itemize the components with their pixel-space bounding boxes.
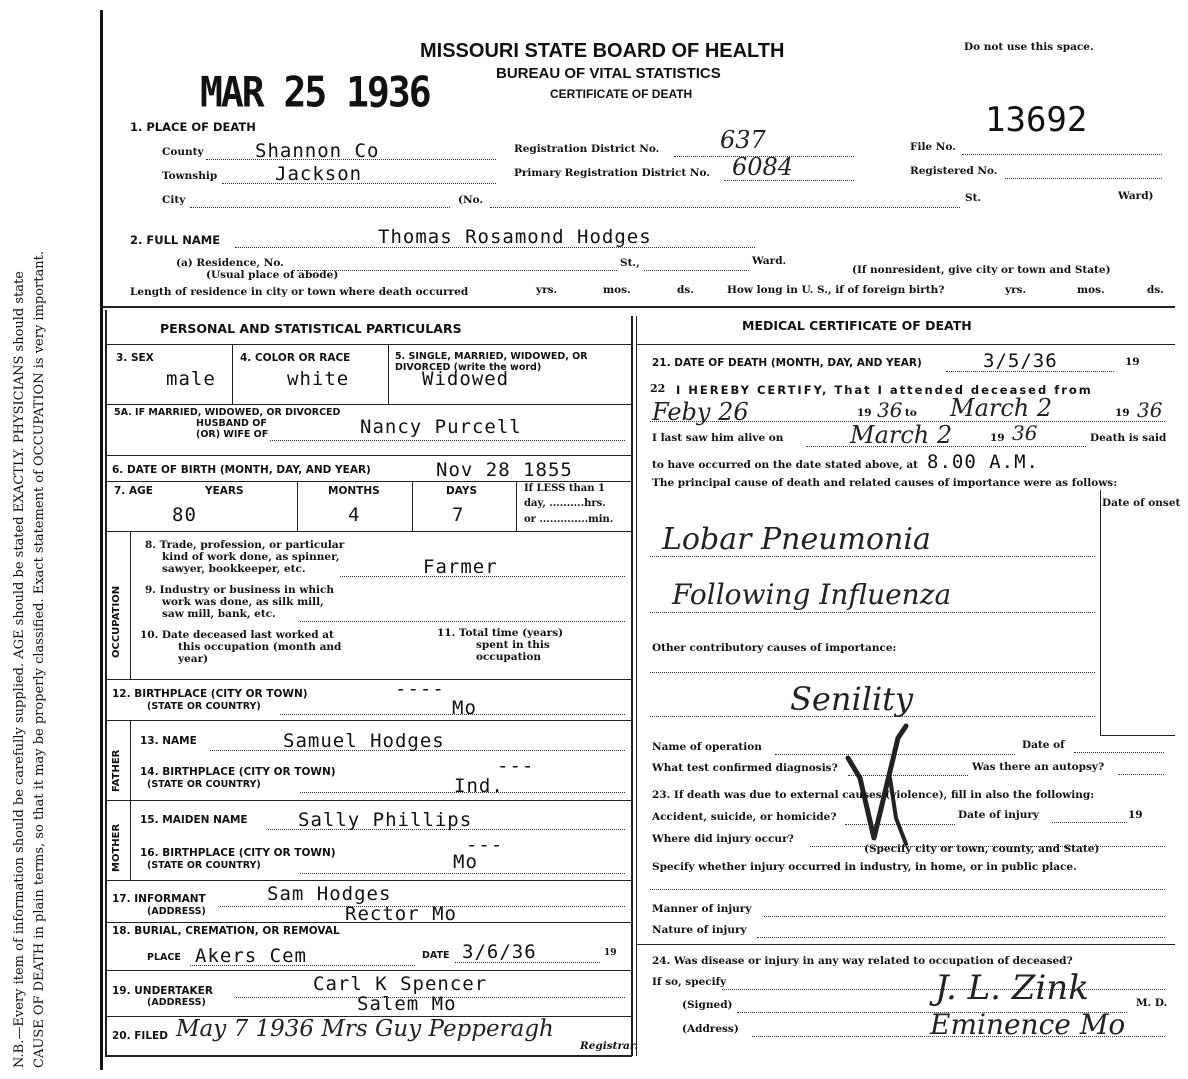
county-value[interactable]: Shannon Co [255,140,380,162]
principal-cause-label: The principal cause of death and related causes of importance were as follows: [652,477,1118,489]
residence-st-label: St., [620,257,640,269]
father-name-value[interactable]: Samuel Hodges [283,730,445,752]
township-value[interactable]: Jackson [275,163,363,185]
autopsy-label: Was there an autopsy? [972,761,1105,773]
father-bp-city-value[interactable]: --- [497,755,535,777]
attended-to-label: to [905,407,917,419]
death-said-label: Death is said [1090,432,1167,444]
operation-label: Name of operation [652,741,762,753]
certificate-title: CERTIFICATE OF DEATH [550,87,693,101]
length-yrs-label: yrs. [536,284,558,296]
other-cause-value[interactable]: Senility [790,680,914,718]
residence-ward-label: Ward. [752,255,787,267]
usual-place-label: (Usual place of abode) [206,269,339,281]
birthplace-label-line1: 12. BIRTHPLACE (CITY OR TOWN) [112,688,308,700]
md-label: M. D. [1136,997,1168,1009]
marital-label-line1: 5. SINGLE, MARRIED, WIDOWED, OR [395,351,588,362]
age-months-label: MONTHS [328,485,380,497]
age-years-value[interactable]: 80 [172,504,197,526]
burial-date-value[interactable]: 3/6/36 [462,941,537,963]
occurred-label: to have occurred on the date stated above, at [652,459,918,471]
occupation-side-label: OCCUPATION [111,585,122,658]
date-of-onset-label: Date of onset [1102,497,1181,509]
primary-district-label: Primary Registration District No. [514,167,710,179]
manner-label: Manner of injury [652,903,752,915]
bureau-title: BUREAU OF VITAL STATISTICS [496,65,721,82]
personal-heading: PERSONAL AND STATISTICAL PARTICULARS [160,321,462,336]
informant-address-value[interactable]: Rector Mo [345,903,457,925]
spouse-value[interactable]: Nancy Purcell [360,416,522,438]
if-so-label: If so, specify [652,976,727,988]
age-months-value[interactable]: 4 [348,504,361,526]
death-time-value[interactable]: 8.00 A.M. [927,451,1039,473]
color-label: 4. COLOR OR RACE [240,352,351,364]
attended-year1[interactable]: 36 [877,398,903,422]
injury-date-label: Date of injury [958,809,1039,821]
mother-bp-label-line1: 16. BIRTHPLACE (CITY OR TOWN) [140,847,336,859]
age-days-label: DAYS [446,485,478,497]
occ8-line3: sawyer, bookkeeper, etc. [162,563,306,575]
specify-city-note: (Specify city or town, county, and State) [864,843,1100,855]
occ8-line1: 8. Trade, profession, or particular [145,539,345,551]
physician-address-value[interactable]: Eminence Mo [930,1008,1126,1041]
occ11-line3: occupation [476,651,542,663]
occupation-related-label: 24. Was disease or injury in any way related to occupation of deceased? [652,955,1073,967]
undertaker-address-label: (ADDRESS) [147,997,206,1008]
informant-value[interactable]: Sam Hodges [267,883,392,905]
length-mos-label: mos. [603,284,631,296]
father-name-label: 13. NAME [140,735,197,747]
form-title: MISSOURI STATE BOARD OF HEALTH [420,40,785,62]
city-label: City [162,194,186,206]
occ8-line2: kind of work done, as spinner, [162,551,340,563]
length-residence-label: Length of residence in city or town where death occurred [130,286,469,298]
last-saw-nineteen: 19 [990,432,1005,444]
mother-side-label: MOTHER [111,823,122,872]
operation-date-label: Date of [1022,739,1065,751]
occ11-line2: spent in this [476,639,550,651]
filed-value[interactable]: May 7 1936 Mrs Guy Pepperagh [176,1016,554,1042]
dob-label: 6. DATE OF BIRTH (MONTH, DAY, AND YEAR) [112,464,371,476]
us-yrs-label: yrs. [1005,284,1027,296]
dod-nineteen: 19 [1125,356,1140,368]
cause1-value[interactable]: Lobar Pneumonia [662,522,931,557]
file-number: 13692 [985,100,1088,140]
last-saw-year[interactable]: 36 [1012,421,1038,445]
spouse-label-line2: HUSBAND OF [196,418,267,429]
attended-to-value[interactable]: March 2 [950,394,1053,422]
occ10-line2: this occupation (month and [178,641,342,653]
injury-nineteen: 19 [1128,809,1143,821]
how-long-label: How long in U. S., if of foreign birth? [727,284,945,296]
undertaker-value[interactable]: Carl K Spencer [313,973,488,995]
age-days-value[interactable]: 7 [452,504,465,526]
age-label: 7. AGE [114,485,153,497]
father-side-label: FATHER [111,749,122,792]
informant-address-label: (ADDRESS) [147,906,206,917]
dod-value[interactable]: 3/5/36 [983,350,1058,372]
cause2-value[interactable]: Following Influenza [672,578,952,611]
attended-from-value[interactable]: Feby 26 [652,398,749,426]
mother-name-value[interactable]: Sally Phillips [298,809,473,831]
occ10-line3: year) [178,653,209,665]
us-mos-label: mos. [1077,284,1105,296]
marital-label-line2: DIVORCED (write the word) [395,362,542,373]
last-saw-label: I last saw him alive on [652,432,784,444]
full-name-value[interactable]: Thomas Rosamond Hodges [378,226,652,248]
informant-label: 17. INFORMANT [112,893,206,905]
primary-district-value[interactable]: 6084 [732,153,794,181]
full-name-label: 2. FULL NAME [130,233,221,247]
mother-bp-city-value[interactable]: --- [466,834,504,856]
color-value[interactable]: white [287,368,350,390]
physician-signature[interactable]: J. L. Zink [935,968,1089,1008]
less-label-line3: or ..............min. [524,514,614,525]
left-border [100,10,103,1070]
less-label-line2: day, ..........hrs. [524,498,606,509]
medical-heading: MEDICAL CERTIFICATE OF DEATH [742,318,972,333]
mother-bp-state-value[interactable]: Mo [453,851,478,873]
registrar-label: Registrar. [580,1040,639,1052]
do-not-use-note: Do not use this space. [964,41,1094,53]
checkmark-icon [840,718,920,848]
occ9-line1: 9. Industry or business in which [145,584,335,596]
nature-label: Nature of injury [652,924,747,936]
county-label: County [162,146,204,158]
nonresident-note: (If nonresident, give city or town and State) [852,264,1111,276]
less-label-line1: If LESS than 1 [524,483,605,494]
accident-label: Accident, suicide, or homicide? [652,811,837,823]
residence-label: (a) Residence, No. [176,257,284,269]
where-injury-label: Where did injury occur? [652,833,794,845]
city-st-label: St. [965,192,982,204]
occ9-line2: work was done, as silk mill, [162,596,324,608]
sex-value[interactable]: male [166,368,216,390]
spouse-label-line1: 5A. IF MARRIED, WIDOWED, OR DIVORCED [114,407,341,418]
father-bp-state-value[interactable]: Ind. [454,775,504,797]
father-bp-label-line1: 14. BIRTHPLACE (CITY OR TOWN) [140,766,336,778]
us-ds-label: ds. [1147,284,1164,296]
signed-label: (Signed) [682,999,733,1011]
received-stamp: MAR 25 1936 [200,67,430,117]
dob-value[interactable]: Nov 28 1855 [436,459,573,481]
sex-label: 3. SEX [116,352,154,364]
last-saw-value[interactable]: March 2 [850,421,953,449]
burial-nineteen: 19 [604,948,617,958]
file-no-label: File No. [910,141,956,153]
place-section-label: 1. PLACE OF DEATH [130,120,256,134]
certify-statement: I HEREBY CERTIFY, That I attended deceased from [676,383,1093,397]
birthplace-state-value[interactable]: Mo [452,697,477,719]
marital-value[interactable]: Widowed [422,368,510,390]
birthplace-city-value[interactable]: ---- [395,678,445,700]
registered-no-label: Registered No. [910,165,998,177]
attended-year2[interactable]: 36 [1137,398,1163,422]
occ9-line3: saw mill, bank, etc. [162,608,276,620]
physician-address-label: (Address) [682,1023,739,1035]
undertaker-label: 19. UNDERTAKER [112,985,213,997]
mother-name-label: 15. MAIDEN NAME [140,814,248,826]
occ10-line1: 10. Date deceased last worked at [140,629,334,641]
father-bp-label-line2: (STATE OR COUNTRY) [147,779,261,790]
occupation-value[interactable]: Farmer [423,556,498,578]
attended-nineteen2: 19 [1115,407,1130,419]
reg-district-value[interactable]: 637 [720,126,766,154]
burial-label: 18. BURIAL, CREMATION, OR REMOVAL [112,925,340,937]
burial-place-label: PLACE [147,952,181,963]
length-ds-label: ds. [677,284,694,296]
township-label: Township [162,170,218,182]
other-causes-label: Other contributory causes of importance: [652,642,897,654]
city-ward-label: Ward) [1118,190,1154,202]
spouse-label-line3: (OR) WIFE OF [196,429,269,440]
dod-label: 21. DATE OF DEATH (MONTH, DAY, AND YEAR) [652,357,922,369]
side-note-line2: CAUSE OF DEATH in plain terms, so that it may be properly classified. Exact statement of OCCUPATION is very important. [32,251,47,1068]
test-label: What test confirmed diagnosis? [652,762,838,774]
burial-place-value[interactable]: Akers Cem [195,945,307,967]
attended-nineteen: 19 [857,407,872,419]
specify-industry-note: Specify whether injury occurred in industry, in home, or in public place. [652,861,1077,873]
side-note-line1: N.B.—Every item of information should be carefully supplied. AGE should be stated EXACTLY. PHYSICIANS should state [12,271,27,1068]
city-no-label: (No. [458,194,484,206]
mother-bp-label-line2: (STATE OR COUNTRY) [147,860,261,871]
birthplace-label-line2: (STATE OR COUNTRY) [147,701,261,712]
undertaker-address-value[interactable]: Salem Mo [357,993,457,1015]
occ11-line1: 11. Total time (years) [437,627,564,639]
filed-label: 20. FILED [112,1030,168,1042]
certify-number: 22 [650,382,666,395]
burial-date-label: DATE [422,950,450,961]
age-years-label: YEARS [205,485,244,497]
reg-district-label: Registration District No. [514,143,660,155]
external-causes-label: 23. If death was due to external causes (violence), fill in also the following: [652,789,1095,801]
